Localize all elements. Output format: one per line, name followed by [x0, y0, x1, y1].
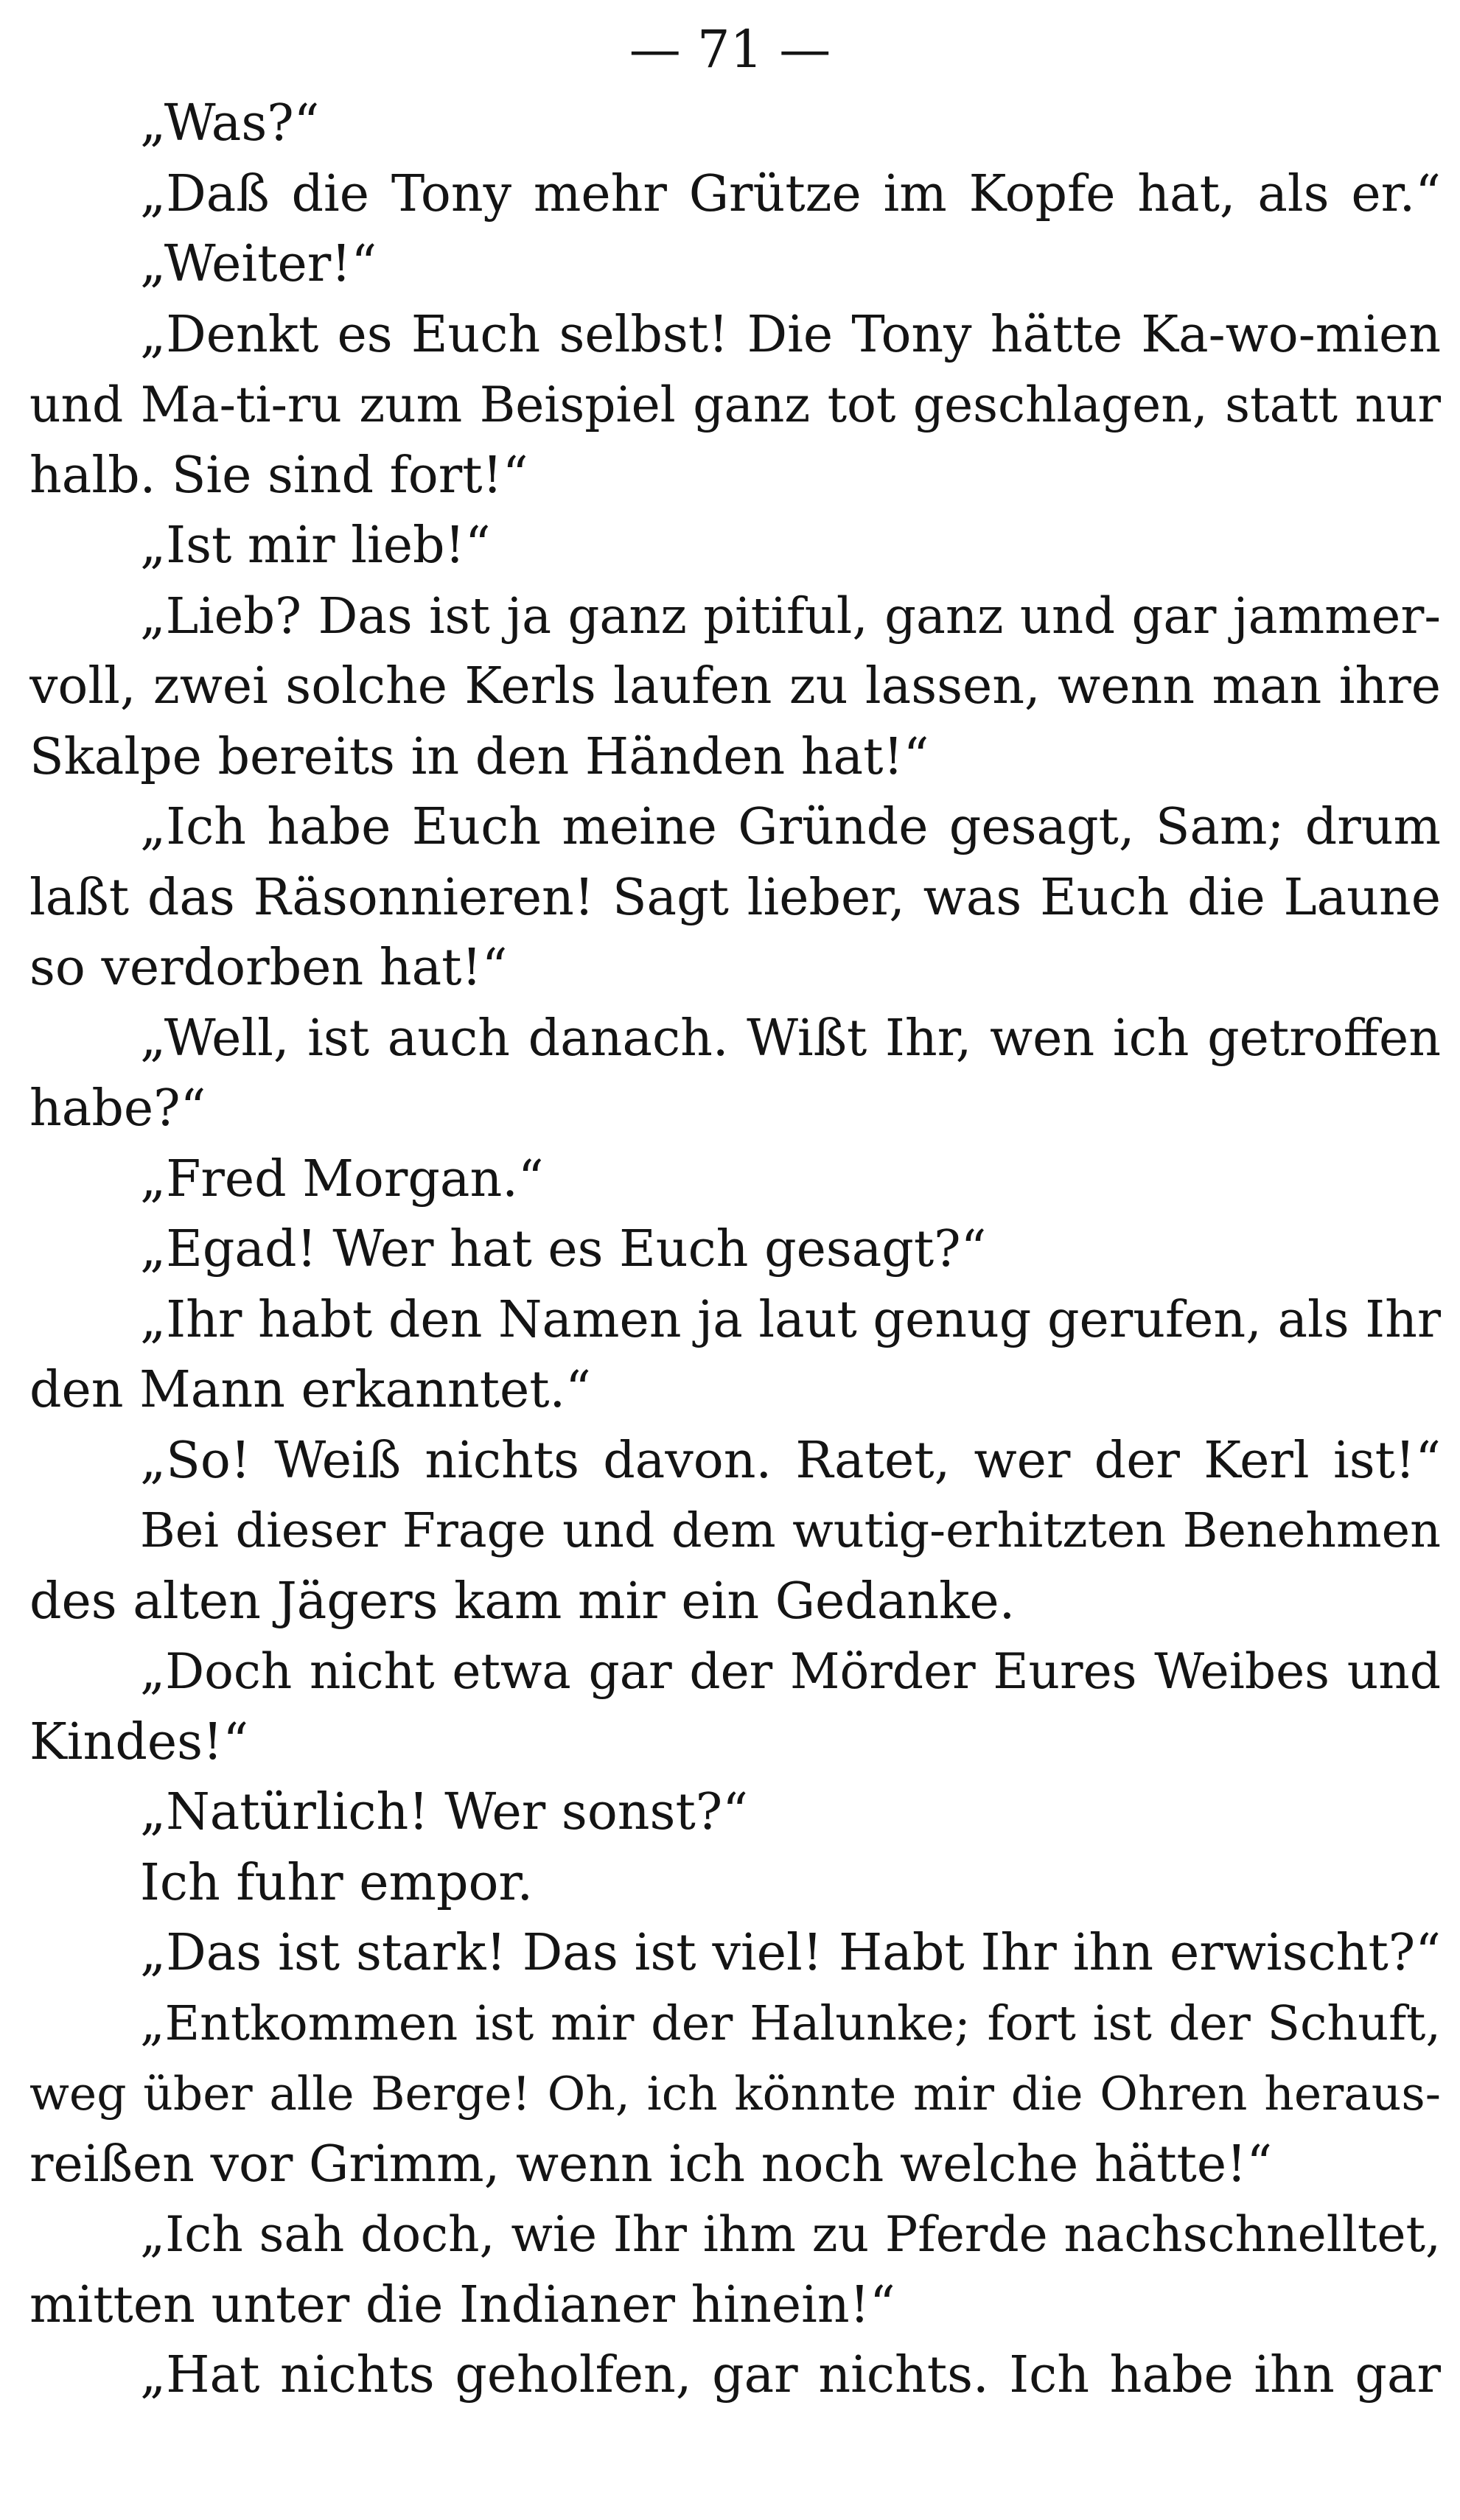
text-line: „Ich habe Euch meine Gründe gesagt, Sam; drum	[140, 798, 1441, 856]
text-line: „Lieb? Das ist ja ganz pitiful, ganz und gar jammer-	[140, 587, 1441, 645]
text-line: „Natürlich! Wer sonst?“	[140, 1783, 748, 1841]
text-line: voll, zwei solche Kerls laufen zu lassen, wenn man ihre	[29, 657, 1441, 715]
text-line: Ich fuhr empor.	[140, 1853, 534, 1912]
page-number: — 71 —	[629, 19, 831, 80]
text-line: „Hat nichts geholfen, gar nichts. Ich habe ihn gar	[140, 2346, 1441, 2404]
text-line: „Denkt es Euch selbst! Die Tony hätte Ka-wo-mien	[140, 305, 1441, 364]
text-line: „Was?“	[140, 94, 320, 153]
text-line: so verdorben hat!“	[29, 939, 508, 997]
text-line: „Weiter!“	[140, 235, 377, 293]
text-line: „So! Weiß nichts davon. Ratet, wer der Kerl ist!“	[140, 1431, 1441, 1490]
text-line: Bei dieser Frage und dem wutig-erhitzten Benehmen	[140, 1503, 1441, 1558]
text-line: „Ist mir lieb!“	[140, 517, 491, 575]
body-text	[29, 88, 1441, 2411]
text-line: „Fred Morgan.“	[140, 1149, 544, 1208]
text-line: des alten Jägers kam mir ein Gedanke.	[29, 1572, 1016, 1631]
text-line: „Daß die Tony mehr Grütze im Kopfe hat, als er.“	[140, 164, 1441, 223]
text-line: „Ihr habt den Namen ja laut genug gerufen, als Ihr	[140, 1290, 1441, 1349]
text-line: laßt das Räsonnieren! Sagt lieber, was Euch die Laune	[29, 868, 1441, 927]
text-line: und Ma-ti-ru zum Beispiel ganz tot geschlagen, statt nur	[29, 377, 1441, 433]
text-line: mitten unter die Indianer hinein!“	[29, 2275, 895, 2334]
text-line: habe?“	[29, 1079, 206, 1138]
text-line: weg über alle Berge! Oh, ich könnte mir die Ohren heraus-	[29, 2067, 1441, 2121]
text-line: reißen vor Grimm, wenn ich noch welche hätte!“	[29, 2135, 1273, 2194]
text-line: „Das ist stark! Das ist viel! Habt Ihr ihn erwischt?“	[140, 1924, 1441, 1982]
text-line: „Entkommen ist mir der Halunke; fort ist der Schuft,	[140, 1995, 1441, 2051]
text-line: „Doch nicht etwa gar der Mörder Eures Weibes und	[140, 1643, 1441, 1700]
text-line: „Well, ist auch danach. Wißt Ihr, wen ich getroffen	[140, 1009, 1441, 1068]
text-line: Kindes!“	[29, 1712, 249, 1771]
text-line: „Egad! Wer hat es Euch gesagt?“	[140, 1220, 987, 1278]
text-line: den Mann erkanntet.“	[29, 1361, 591, 1419]
text-line: halb. Sie sind fort!“	[29, 446, 528, 505]
text-line: Skalpe bereits in den Händen hat!“	[29, 727, 929, 786]
text-line: „Ich sah doch, wie Ihr ihm zu Pferde nachschnelltet,	[140, 2206, 1441, 2263]
